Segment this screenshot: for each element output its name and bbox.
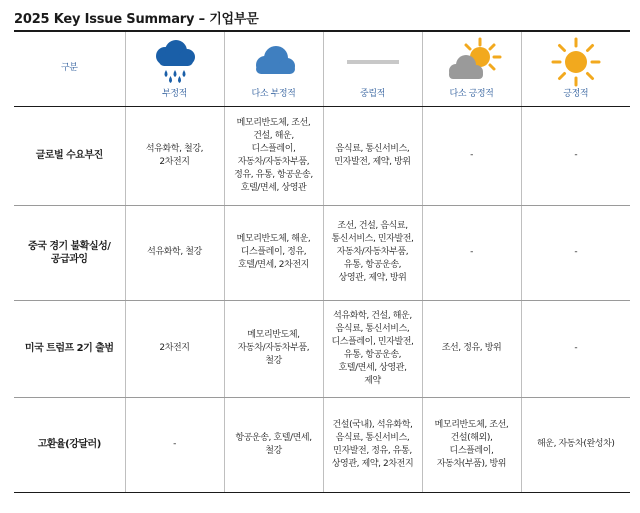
table-cell: 메모리반도체, 조선, 건설(해외), 디스플레이, 자동차(부품), 방위 [422, 397, 521, 492]
table-row [14, 397, 630, 492]
table-cell: 해운, 자동차(완성차) [521, 397, 630, 492]
table-row [14, 106, 630, 205]
neutral-bar-icon [347, 37, 399, 87]
sun-behind-cloud-icon [442, 37, 502, 87]
table-row [14, 205, 630, 300]
table-cell: 석유화학, 건설, 해운, 음식료, 통신서비스, 디스플레이, 민자발전, 유통, 항공운송, 호텔/면세, 상영관, 제약 [323, 300, 422, 397]
row-label: 미국 트럼프 2기 출범 [14, 300, 125, 397]
table-cell: 메모리반도체, 해운, 디스플레이, 정유, 호텔/면세, 2차전지 [224, 205, 323, 300]
header-label-slightly-positive: 다소 긍정적 [449, 88, 494, 99]
header-neutral [323, 32, 422, 106]
cloud-icon [246, 37, 302, 87]
header-positive [521, 32, 630, 106]
table-cell: - [521, 300, 630, 397]
table-cell: 메모리반도체, 자동차/자동차부품, 철강 [224, 300, 323, 397]
row-label: 중국 경기 불확실성/ 공급과잉 [14, 205, 125, 300]
row-label: 글로벌 수요부진 [14, 106, 125, 205]
table-cell: 조선, 건설, 음식료, 통신서비스, 민자발전, 자동차/자동차부품, 유통, 항공운송, 상영관, 제약, 방위 [323, 205, 422, 300]
table-cell: 메모리반도체, 조선, 건설, 해운, 디스플레이, 자동차/자동차부품, 정유, 유통, 항공운송, 호텔/면세, 상영관 [224, 106, 323, 205]
table-cell: - [422, 106, 521, 205]
sun-icon [551, 37, 601, 87]
row-label: 고환율(강달러) [14, 397, 125, 492]
header-label-negative: 부정적 [162, 88, 187, 99]
page-title: 2025 Key Issue Summary – 기업부문 [14, 12, 259, 27]
table-cell: - [521, 205, 630, 300]
heavy-rain-cloud-icon [147, 37, 203, 87]
header-corner [14, 32, 125, 106]
table-cell: - [521, 106, 630, 205]
header-slightly-negative [224, 32, 323, 106]
table-cell: 음식료, 통신서비스, 민자발전, 제약, 방위 [323, 106, 422, 205]
table-cell: 조선, 정유, 방위 [422, 300, 521, 397]
header-label-positive: 긍정적 [563, 88, 589, 99]
table-cell: 건설(국내), 석유화학, 음식료, 통신서비스, 민자발전, 정유, 유통, 상영관, 제약, 2차전지 [323, 397, 422, 492]
header-row [14, 32, 630, 106]
header-negative [125, 32, 224, 106]
table-cell: - [125, 397, 224, 492]
corner-label: 구분 [60, 63, 78, 74]
header-label-slightly-negative: 다소 부정적 [251, 88, 296, 99]
header-label-neutral: 중립적 [360, 88, 385, 99]
table-cell: - [422, 205, 521, 300]
table-row [14, 300, 630, 397]
table-cell: 항공운송, 호텔/면세, 철강 [224, 397, 323, 492]
table-cell: 2차전지 [125, 300, 224, 397]
key-issue-table [14, 32, 630, 493]
table-cell: 석유화학, 철강, 2차전지 [125, 106, 224, 205]
table-cell: 석유화학, 철강 [125, 205, 224, 300]
header-slightly-positive [422, 32, 521, 106]
